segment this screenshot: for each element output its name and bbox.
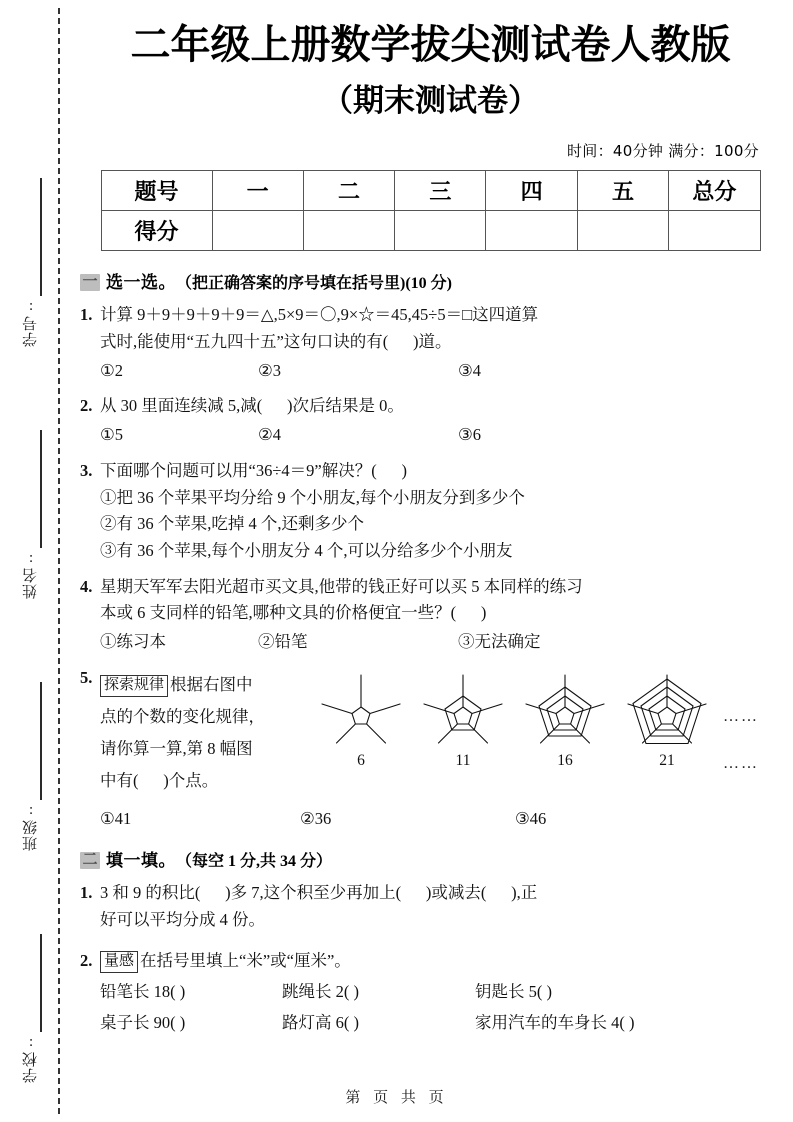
sidebar-field-label: 学号: bbox=[22, 298, 39, 347]
section-note: （把正确答案的序号填在括号里)(10 分) bbox=[176, 275, 452, 293]
score-table bbox=[101, 170, 761, 251]
option-2[interactable]: ②有 36 个苹果,吃掉 4 个,还剩多少个 bbox=[100, 514, 364, 534]
question-text-line: 计算 9＋9＋9＋9＋9＝△,5×9＝〇,9×☆＝45,45÷5＝□这四道算 bbox=[100, 305, 539, 325]
question-number: 3. bbox=[80, 460, 93, 480]
question-text-line: 星期天军军去阳光超市买文具,他带的钱正好可以买 5 本同样的练习 bbox=[100, 576, 583, 596]
score-cell-2[interactable] bbox=[303, 211, 394, 251]
question-body bbox=[100, 880, 777, 933]
skill-tag-pattern: 探索规律 bbox=[100, 675, 168, 698]
exam-sidebar bbox=[0, 0, 72, 1122]
unit-blank-car[interactable]: 家用汽车的车身长 4( ) bbox=[475, 1012, 635, 1032]
question-text-line: 点的个数的变化规律， bbox=[100, 706, 265, 726]
score-table-header-cell: 二 bbox=[303, 171, 394, 211]
score-cell-3[interactable] bbox=[395, 211, 486, 251]
question-2 bbox=[80, 393, 777, 448]
option-3[interactable]: ③6 bbox=[458, 425, 482, 445]
option-3[interactable]: ③4 bbox=[458, 360, 482, 380]
pattern-figure-3 bbox=[519, 671, 611, 773]
score-cell-4[interactable] bbox=[486, 211, 577, 251]
option-row bbox=[100, 629, 777, 656]
section-note: （每空 1 分,共 34 分） bbox=[176, 853, 333, 871]
question-number: 4. bbox=[80, 576, 93, 596]
option-1[interactable]: ①5 bbox=[100, 425, 124, 445]
pentagon-web-icon bbox=[521, 671, 609, 747]
question-3 bbox=[80, 458, 777, 565]
question-body bbox=[100, 665, 783, 832]
question-body bbox=[100, 574, 777, 656]
pattern-figure-1 bbox=[315, 671, 407, 773]
section-number-marker: 二 bbox=[80, 852, 100, 869]
section-heading-fill bbox=[80, 846, 777, 871]
section-heading-choice bbox=[80, 268, 777, 293]
question-text-line: 请你算一算,第 8 幅图 bbox=[100, 739, 253, 759]
unit-blank-key[interactable]: 钥匙长 5( ) bbox=[475, 982, 552, 1002]
ellipsis-bottom: …… bbox=[723, 754, 759, 772]
question-body bbox=[100, 948, 777, 1039]
section-title: 选一选。 bbox=[106, 273, 176, 293]
pattern-figure-label: 21 bbox=[659, 751, 675, 769]
table-row-header bbox=[101, 171, 760, 211]
option-1[interactable]: ①把 36 个苹果平均分给 9 个小朋友,每个小朋友分到多少个 bbox=[100, 487, 525, 507]
question-text-line: 下面哪个问题可以用“36÷4＝9”解决？( ) bbox=[100, 460, 407, 480]
score-table-label-cell: 得分 bbox=[101, 211, 212, 251]
sidebar-field-label: 学校: bbox=[22, 1034, 39, 1083]
pattern-figure-label: 11 bbox=[455, 751, 471, 769]
question-text-line: 从 30 里面连续减 5,减( )次后结果是 0。 bbox=[100, 396, 404, 416]
option-2[interactable]: ②36 bbox=[300, 808, 332, 828]
option-row bbox=[100, 422, 777, 449]
title-block bbox=[78, 0, 783, 120]
pattern-figure-4 bbox=[621, 671, 713, 773]
question-body bbox=[100, 458, 777, 565]
question-body bbox=[100, 302, 777, 384]
question-text-line: 中有( )个点。 bbox=[100, 771, 219, 791]
option-3[interactable]: ③46 bbox=[515, 808, 547, 828]
page-title: 二年级上册数学拔尖测试卷人教版 bbox=[130, 22, 731, 68]
question-lead-line bbox=[100, 948, 777, 975]
unit-blank-desk[interactable]: 桌子长 90( ) bbox=[100, 1012, 186, 1032]
pentagon-web-icon bbox=[419, 671, 507, 747]
question-text-line: 好可以平均分成 4 份。 bbox=[100, 909, 265, 929]
score-table-header-cell: 一 bbox=[212, 171, 303, 211]
question-1 bbox=[80, 302, 777, 384]
option-2[interactable]: ②4 bbox=[258, 425, 282, 445]
unit-blank-jumprope[interactable]: 跳绳长 2( ) bbox=[282, 982, 359, 1002]
pattern-figure-label: 6 bbox=[357, 751, 365, 769]
sidebar-field-student-id bbox=[8, 178, 52, 347]
question-number: 1. bbox=[80, 883, 93, 903]
unit-blank-streetlamp[interactable]: 路灯高 6( ) bbox=[282, 1012, 359, 1032]
pentagon-web-icon bbox=[623, 671, 711, 747]
tear-off-dashed-line bbox=[58, 8, 60, 1114]
pentagon-web-icon bbox=[317, 671, 405, 747]
pattern-figure-label: 16 bbox=[557, 751, 573, 769]
question-number: 2. bbox=[80, 950, 93, 970]
write-line bbox=[40, 430, 42, 548]
unit-blank-pencil[interactable]: 铅笔长 18( ) bbox=[100, 982, 186, 1002]
option-row bbox=[100, 806, 783, 833]
question-number: 1. bbox=[80, 305, 93, 325]
sidebar-field-school bbox=[8, 934, 52, 1083]
question-text-line[interactable]: 3 和 9 的积比( )多 7,这个积至少再加上( )或减去( ),正 bbox=[100, 883, 538, 903]
pattern-figures bbox=[315, 669, 783, 798]
pattern-question-text bbox=[100, 669, 315, 798]
exam-meta-info: 时间：40分钟 满分：100分 bbox=[567, 142, 759, 161]
table-row-score bbox=[101, 211, 760, 251]
pattern-question-layout bbox=[100, 669, 783, 798]
pattern-continuation bbox=[723, 671, 783, 775]
sidebar-field-label: 姓名: bbox=[22, 550, 39, 599]
score-table-header-cell: 三 bbox=[395, 171, 486, 211]
ellipsis-top: …… bbox=[723, 707, 759, 725]
sidebar-field-name bbox=[8, 430, 52, 599]
sidebar-field-class bbox=[8, 682, 52, 851]
option-2[interactable]: ②3 bbox=[258, 360, 282, 380]
fill-question-1 bbox=[80, 880, 777, 933]
score-table-header-cell: 题号 bbox=[101, 171, 212, 211]
pattern-figure-2 bbox=[417, 671, 509, 773]
unit-fill-row bbox=[100, 977, 777, 1008]
option-1[interactable]: ①41 bbox=[100, 808, 132, 828]
question-body bbox=[100, 393, 777, 448]
page-footer: 第 页 共 页 bbox=[345, 1088, 448, 1106]
skill-tag-measurement: 量感 bbox=[100, 951, 138, 974]
question-text-line: 在括号里填上“米”或“厘米”。 bbox=[140, 950, 351, 970]
question-number: 5. bbox=[80, 667, 93, 687]
unit-fill-rows bbox=[100, 977, 777, 1038]
questions-area bbox=[78, 251, 783, 1038]
section-number-marker: 一 bbox=[80, 274, 100, 291]
pattern-first-line bbox=[100, 669, 315, 701]
question-text-line: 本或 6 支同样的铅笔,哪种文具的价格便宜一些？( ) bbox=[100, 603, 487, 623]
write-line bbox=[40, 178, 42, 296]
write-line bbox=[40, 682, 42, 800]
option-1[interactable]: ①练习本 bbox=[100, 632, 166, 652]
option-3[interactable]: ③有 36 个苹果,每个小朋友分 4 个,可以分给多少个小朋友 bbox=[100, 540, 513, 560]
exam-content bbox=[78, 0, 783, 1122]
question-4 bbox=[80, 574, 777, 656]
score-cell-total[interactable] bbox=[669, 211, 760, 251]
question-number: 2. bbox=[80, 396, 93, 416]
option-3[interactable]: ③无法确定 bbox=[458, 632, 541, 652]
score-cell-5[interactable] bbox=[577, 211, 668, 251]
option-row bbox=[100, 358, 777, 385]
unit-fill-row bbox=[100, 1008, 777, 1039]
sidebar-field-label: 班级: bbox=[22, 802, 39, 851]
score-table-header-cell: 四 bbox=[486, 171, 577, 211]
option-1[interactable]: ①2 bbox=[100, 360, 124, 380]
section-title: 填一填。 bbox=[106, 851, 176, 871]
score-table-header-cell: 总分 bbox=[669, 171, 760, 211]
question-5 bbox=[80, 665, 777, 832]
score-cell-1[interactable] bbox=[212, 211, 303, 251]
fill-question-2 bbox=[80, 948, 777, 1039]
page-subtitle: （期末测试卷） bbox=[322, 83, 539, 120]
question-text-line: 式时,能使用“五九四十五”这句口诀的有( )道。 bbox=[100, 331, 452, 351]
question-text-line: 根据右图中 bbox=[170, 674, 253, 694]
option-2[interactable]: ②铅笔 bbox=[258, 632, 308, 652]
write-line bbox=[40, 934, 42, 1032]
score-table-header-cell: 五 bbox=[577, 171, 668, 211]
